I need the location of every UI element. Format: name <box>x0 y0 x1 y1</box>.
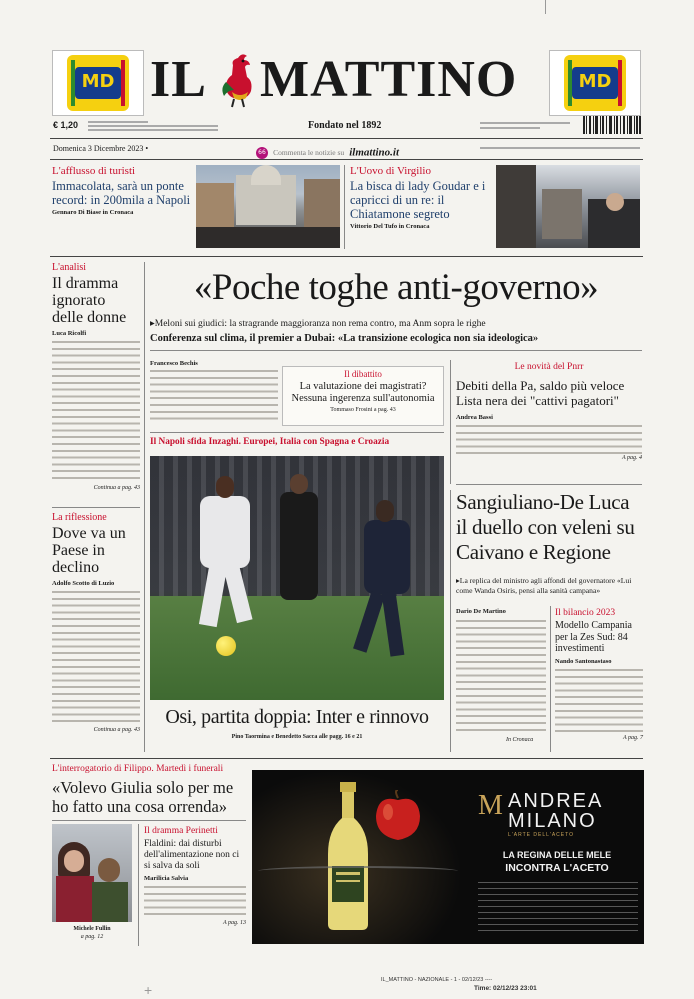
ad-brand-sub: L'ARTE DELL'ACETO <box>508 832 574 838</box>
napoli-photo <box>150 456 444 700</box>
napoli-top-rule <box>150 432 444 433</box>
ad-brand-line1: ANDREA <box>508 790 604 812</box>
masthead-title-il: IL <box>150 51 207 108</box>
analysis-continua: Continua a pag. 43 <box>93 485 140 491</box>
masthead-rule <box>50 138 643 139</box>
founded: Fondato nel 1892 <box>308 120 382 131</box>
footer-time: Time: 02/12/23 23:01 <box>474 985 537 992</box>
bilancio-vertical <box>550 606 551 752</box>
teaser-headline: La bisca di lady Goudar e i capricci di un re: il Chiatamone segreto <box>350 179 486 221</box>
price: € 1,20 <box>53 120 79 130</box>
napoli-headline[interactable]: Osi, partita doppia: Inter e rinnovo <box>165 706 429 728</box>
lower-section-rule <box>50 758 643 759</box>
bilancio-kicker: Il bilancio 2023 <box>555 608 616 618</box>
perinetti-vertical <box>138 824 139 946</box>
sangiuliano-headline[interactable]: Sangiuliano-De Luca il duello con veleni su Caivano e Regione <box>456 490 635 564</box>
teaser-byline: Gennaro Di Biase in Cronaca <box>52 209 134 216</box>
left-col-vertical <box>144 262 145 752</box>
teaser-headline: Immacolata, sarà un ponte record: in 200mila a Napoli <box>52 179 191 207</box>
teaser-byline: Vittorio Del Tufo in Cronaca <box>350 223 430 230</box>
teaser-kicker: L'Uovo di Virgilio <box>350 165 431 177</box>
debate-box[interactable] <box>282 366 444 426</box>
legal-fineprint <box>88 121 218 131</box>
crop-mark-bottom: + <box>144 982 153 998</box>
sangiuliano-sub: ▸La replica del ministro agli affondi del governatore «Lui come Wanda Osiris, pensi alla sanità campana» <box>456 576 632 595</box>
sangiuliano-vertical <box>450 490 451 752</box>
pnrr-kicker: Le novità del Pnrr <box>514 362 584 372</box>
bilancio-body <box>555 669 643 733</box>
main-body <box>150 370 278 420</box>
debate-kicker: Il dibattito <box>344 369 382 379</box>
sangiuliano-in-cronaca: In Cronaca <box>506 737 534 743</box>
teaser-kicker: L'afflusso di turisti <box>52 165 136 177</box>
teaser-photo-chiatamone <box>496 165 640 248</box>
perinetti-headline: Flaldini: dai disturbi dell'alimentazione non ci si salva da soli <box>144 839 240 871</box>
pnrr-article[interactable] <box>456 362 642 461</box>
pnrr-author: Andrea Bassi <box>456 414 493 421</box>
napoli-byline: Pino Taormina e Benedetto Sacca alle pagg. 16 e 21 <box>231 734 363 740</box>
date-fineprint <box>480 147 640 149</box>
bilancio-article[interactable] <box>555 608 643 741</box>
perinetti-kicker: Il dramma Perinetti <box>144 826 218 836</box>
reflection-headline: Dove va un Paese in declino <box>52 525 126 576</box>
masthead-title <box>150 48 542 114</box>
site-link[interactable]: ilmattino.it <box>349 146 400 159</box>
apple-icon <box>372 790 424 842</box>
comment-prefix: Commenta le notizie su <box>273 148 345 157</box>
giulia-photo-caption: Michele Fullin <box>73 926 111 932</box>
giulia-photo <box>52 824 132 922</box>
pnrr-vertical <box>450 360 451 484</box>
teaser-divider <box>344 165 345 249</box>
giulia-kicker: L'interrogatorio di Filippo. Martedì i funerali <box>52 764 224 774</box>
teaser-bottom-rule <box>50 256 643 257</box>
sangiuliano-author: Dario De Martino <box>456 608 506 615</box>
analysis-headline: Il dramma ignorato delle donne <box>52 275 127 326</box>
masthead-title-mattino: MATTINO <box>260 51 518 108</box>
reflection-body <box>52 591 140 725</box>
debate-headline: La valutazione dei magistrati? Nessuna ingerenza sull'autonomia <box>291 381 435 404</box>
giulia-photo-page: a pag. 12 <box>80 934 104 940</box>
perinetti-body <box>144 886 246 920</box>
analysis-body <box>52 341 140 483</box>
main-headline[interactable]: «Poche toghe anti-governo» <box>193 267 599 308</box>
giulia-headline[interactable]: «Volevo Giulia solo per me ho fatto una cosa orrenda» <box>52 778 234 816</box>
crop-mark-top <box>545 0 546 14</box>
sangiuliano-body <box>456 620 546 734</box>
reflection-article[interactable] <box>52 512 140 733</box>
perinetti-article[interactable] <box>144 826 246 926</box>
ad-fineprint <box>478 882 638 934</box>
analysis-article[interactable] <box>52 262 140 491</box>
main-author: Francesco Bechis <box>150 360 198 367</box>
bilancio-author: Nando Santonastaso <box>555 657 612 665</box>
md-logo-left: MD <box>52 50 144 116</box>
main-sub1: ▸Meloni sui giudici: la stragrande maggioranza non rema contro, ma Anm sopra le righe <box>150 319 486 329</box>
reflection-kicker: La riflessione <box>52 512 107 523</box>
ad-splash <box>258 866 458 876</box>
ad-slogan-line1: LA REGINA DELLE MELE <box>502 850 612 860</box>
main-sub2: Conferenza sul clima, il premier a Dubai: «La transizione ecologica non sia ideologica» <box>150 333 539 344</box>
teaser-photo-napoli <box>196 165 340 248</box>
perinetti-page: A pag. 13 <box>222 920 246 926</box>
date-rule <box>50 159 643 160</box>
comment-line[interactable] <box>256 142 400 159</box>
teaser-turisti[interactable] <box>52 165 192 216</box>
barcode-icon <box>583 116 641 134</box>
md-logo-right: MD <box>549 50 641 116</box>
reflection-continua: Continua a pag. 43 <box>93 727 140 733</box>
ad-brand-line2: MILANO <box>508 810 597 832</box>
main-sub-rule <box>150 350 642 351</box>
pnrr-bottom-rule <box>456 484 642 485</box>
rooster-icon <box>218 52 260 108</box>
bilancio-headline: Modello Campania per la Zes Sud: 84 investimenti <box>555 620 632 654</box>
reflection-author: Adolfo Scotto di Luzio <box>52 580 115 587</box>
vinegar-bottle-icon <box>322 782 374 932</box>
perinetti-author: Marilicia Salvia <box>144 875 189 882</box>
footer-edition: IL_MATTINO - NAZIONALE - 1 - 02/12/23 ---- <box>381 977 493 983</box>
date: Domenica 3 Dicembre 2023 • <box>53 144 149 153</box>
debate-byline: Tommaso Frosini a pag. 43 <box>330 407 396 413</box>
comment-badge: 66 <box>256 147 268 159</box>
ad-andrea-milano[interactable] <box>252 770 644 944</box>
left-col-divider <box>52 507 140 508</box>
ad-logo-mark: M <box>478 790 503 821</box>
bilancio-page: A pag. 7 <box>622 734 643 741</box>
teaser-virgilio[interactable] <box>350 165 492 230</box>
analysis-author: Luca Ricolfi <box>52 330 87 337</box>
pnrr-page: A pag. 4 <box>621 455 642 461</box>
pnrr-body <box>456 425 642 455</box>
napoli-kicker: Il Napoli sfida Inzaghi. Europei, Italia con Spagna e Croazia <box>150 437 390 447</box>
pnrr-headline: Debiti della Pa, saldo più veloce Lista nera dei "cattivi pagatori" <box>456 378 625 408</box>
ad-slogan-line2: INCONTRA L'ACETO <box>505 862 609 874</box>
edition-fineprint <box>480 122 570 129</box>
giulia-rule <box>52 820 246 821</box>
analysis-kicker: L'analisi <box>52 262 87 273</box>
